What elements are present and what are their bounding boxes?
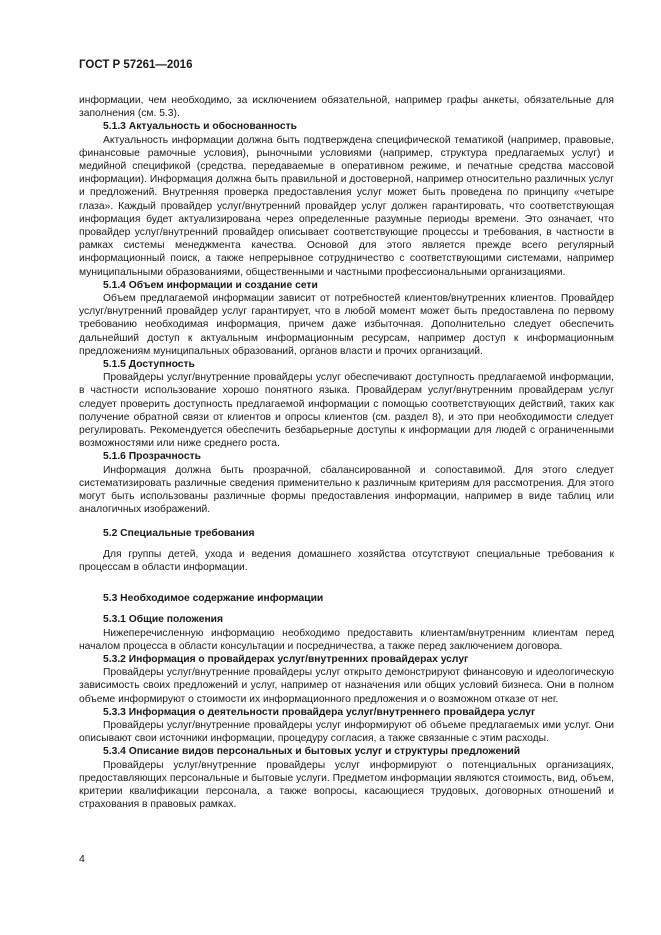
subsection-heading: 5.1.3 Актуальность и обоснованность xyxy=(103,121,298,133)
subsection-heading: 5.3.3 Информация о деятельности провайдера услуг/внутреннего провайдера услуг xyxy=(103,706,536,718)
subsection-heading: 5.3.2 Информация о провайдерах услуг/внутренних провайдерах услуг xyxy=(103,653,469,665)
subsection-heading: 5.1.5 Доступность xyxy=(103,359,195,371)
paragraph: Для группы детей, ухода и ведения домашнего хозяйства отсутствуют специальные требования к процессам в области информации. xyxy=(79,548,614,573)
standard-header: ГОСТ Р 57261—2016 xyxy=(79,59,193,71)
subsection-heading: 5.1.6 Прозрачность xyxy=(103,451,201,463)
subsection-heading: 5.3.4 Описание видов персональных и бытовых услуг и структуры предложений xyxy=(103,746,521,758)
paragraph: Провайдеры услуг/внутренние провайдеры услуг информируют о потенциальных организациях, предоставляющих персональные и бытовые услуги. Предметом информации являются стоимость, вид, объем, критерии квалификации персонала, а также вопросы, касающиеся трудовых, договорных отношений и страхования в правовых рамках. xyxy=(79,759,614,811)
subsection-heading: 5.3.1 Общие положения xyxy=(103,614,223,626)
section-heading: 5.2 Специальные требования xyxy=(103,527,255,539)
paragraph: Нижеперечисленную информацию необходимо предоставить клиентам/внутренним клиентам перед началом процесса в области консультации и посредничества, а также перед заключением договора. xyxy=(79,627,614,652)
section-heading: 5.3 Необходимое содержание информации xyxy=(103,593,324,605)
paragraph: Актуальность информации должна быть подтверждена специфической тематикой (например, правовые, финансовые рамочные условия), рыночными условиями (например, структура предлагаемых услуг) и медийной спецификой (средства, передаваемые в оперативном режиме, и печатные средства массовой информации). Информация должна быть правильной и достоверной, например относительно различных услуг и предложений. Внутренняя проверка предоставления услуг может быть проведена по принципу «четыре глаза». Каждый провайдер услуг/внутренний провайдер услуг должен гарантировать, что соответствующая информация будет актуализирована через определенные разумные периоды времени. Это означает, что провайдер услуг/внутренний провайдер описывает соответствующие процессы и требования, в частности в рамках системы менеджмента качества. Основой для этого является прежде всего регулярный информационный поиск, а также непрерывное сотрудничество с соответствующими системами, например муниципальными образованиями, общественными и частными профессиональными организациями. xyxy=(79,134,614,278)
page-number: 4 xyxy=(79,853,85,865)
paragraph: Провайдеры услуг/внутренние провайдеры услуг информируют об объеме предлагаемых ими услуг. Они описывают свои источники информации, процедуру согласия, а также связанные с этим расходы. xyxy=(79,719,614,745)
paragraph: Провайдеры услуг/внутренние провайдеры услуг обеспечивают доступность предлагаемой информации, в частности использование хорошо понятного языка. Провайдерам услуг/внутренним провайдерам услуг следует проверить доступность предлагаемой информации с помощью соответствующих действий, таких как получение обратной связи от клиентов и опросы клиентов (см. раздел 8), и это при необходимости следует регулировать. Рекомендуется обеспечить безбарьерные доступы к информации для людей с ограниченными возможностями или ниже среднего роста. xyxy=(79,372,614,450)
paragraph: Информация должна быть прозрачной, сбалансированной и сопоставимой. Для этого следует систематизировать различные сведения применительно к различным критериям для рассмотрения. Для этого могут быть использованы различные формы предоставления информации, например в виде таблиц или аналогичных изображений. xyxy=(79,464,614,516)
paragraph: Провайдеры услуг/внутренние провайдеры услуг открыто демонстрируют финансовую и идеологическую зависимость своих предложений и услуг, например от назначения или общих условий бизнеса. Они в полном объеме информируют о стоимости их информационного предложения и о возможном отказе от нег. xyxy=(79,667,614,705)
paragraph: информации, чем необходимо, за исключением обязательной, например графы анкеты, обязательные для заполнения (см. 5.3). xyxy=(79,95,614,120)
document-body xyxy=(79,94,614,811)
paragraph: Объем предлагаемой информации зависит от потребностей клиентов/внутренних клиентов. Провайдер услуг/внутренний провайдер услуг гарантирует, что в любой момент может быть предоставлена по первому требованию необходимая информация, причем даже избыточная. Дополнительно следует обеспечить дальнейший доступ к актуальным информационным ресурсам, например доступ к информационным предложениям муниципальных образований, органов власти и прочих организаций. xyxy=(79,293,614,357)
subsection-heading: 5.1.4 Объем информации и создание сети xyxy=(103,279,318,291)
